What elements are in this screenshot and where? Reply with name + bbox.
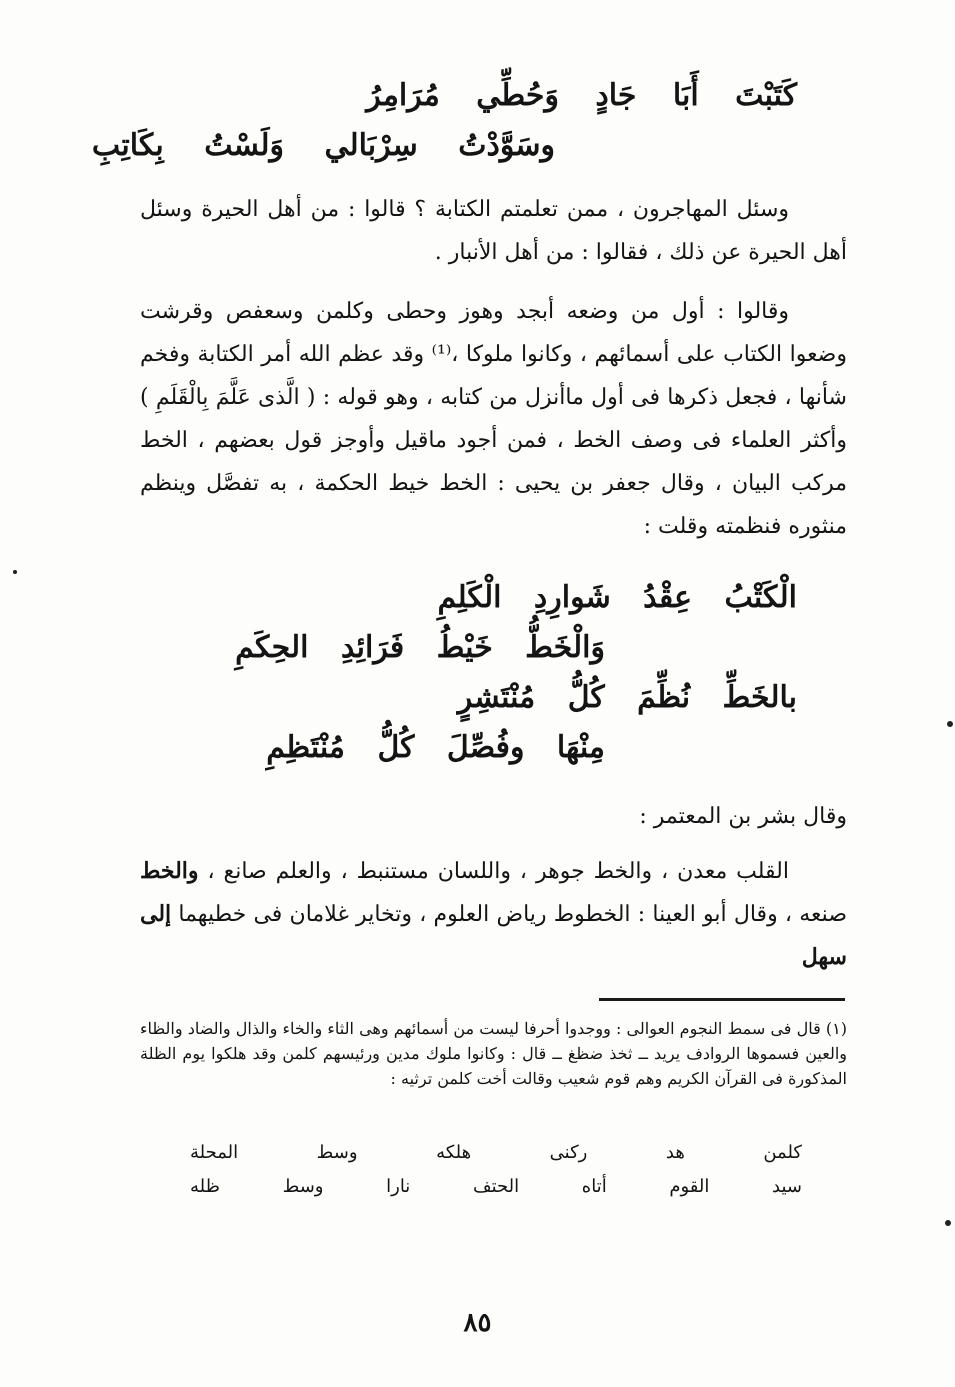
paragraph-4-text-b: صنعه ، وقال أبو العينا : الخطوط رياض العلوم ، وتخاير غلامان فى خطيهما xyxy=(171,902,847,927)
footnote-verse-word: القوم xyxy=(669,1176,710,1197)
page-number: ٨٥ xyxy=(463,1308,492,1338)
footnote-verse-line-2 xyxy=(190,1176,802,1197)
footnote-verse-word: الحتف xyxy=(472,1176,520,1197)
footnote-verse-word: هلكه xyxy=(436,1142,472,1163)
verse-line-2: وسَوَّدْتُ سِرْبَالي وَلَسْتُ بِكَاتِبِ xyxy=(91,128,555,163)
poem-line-2: وَالْخَطُّ خَيْطُ فَرَائِدِ الحِكَمِ xyxy=(235,630,605,665)
footnote-verse-word: وسط xyxy=(316,1142,358,1163)
paragraph-4-text-a: القلب معدن ، والخط جوهر ، واللسان مستنبط ، والعلم صانع ، xyxy=(198,859,789,884)
paragraph-2: وقالوا : أول من وضعه أبجد وهوز وحطى وكلمن وسعفص وقرشت وضعوا الكتاب على أسمائهم ، وكانوا ملوكا ،⁽¹⁾ وقد عظم الله أمر الكتابة وفخم شأنها ، فجعل ذكرها فى أول ماأنزل من كتابه ، وهو قوله : ( الَّذى عَلَّمَ بِالْقَلَمِ ) وأكثر العلماء فى وصف الخط ، فمن أجود ماقيل وأوجز قول بعضهم ، الخط مركب البيان ، وقال جعفر بن يحيى : الخط خيط الحكمة ، به تفصَّل وينظم منثوره فنظمته وقلت : xyxy=(140,299,847,539)
footnote-verse-word: هد xyxy=(665,1142,685,1163)
footnote-verse-word: ظله xyxy=(190,1176,220,1197)
paragraph-1: وسئل المهاجرون ، ممن تعلمتم الكتابة ؟ قالوا : من أهل الحيرة وسئل أهل الحيرة عن ذلك ، فقالوا : من أهل الأنبار . xyxy=(140,197,847,265)
footnote-divider xyxy=(599,998,845,1001)
verse-line-1: كَتَبْتَ أَبَا جَادٍ وَحُطِّي مُرَامِرُ xyxy=(366,78,797,113)
footnote-verse-word: أتاه xyxy=(581,1176,607,1197)
poem-line-4: مِنْهَا وفُصِّلَ كُلُّ مُنْتَظِمِ xyxy=(266,730,605,765)
footnote-verse-word: كلمن xyxy=(763,1142,802,1163)
footnote-verse-word: المحلة xyxy=(190,1142,239,1163)
scan-speck xyxy=(945,1220,951,1226)
scan-speck xyxy=(13,570,17,574)
footnote-verse-word: ركنى xyxy=(549,1142,588,1163)
footnote-verse-word: وسط xyxy=(282,1176,324,1197)
poem-line-1: الْكَتْبُ عِقْدُ شَوارِدِ الْكَلِمِ xyxy=(437,580,797,615)
paragraph-4 xyxy=(140,850,847,979)
paragraph-4-bold-b: إلى سهل xyxy=(140,901,847,970)
paragraph-3: وقال بشر بن المعتمر : xyxy=(639,804,847,829)
footnote: (١) قال فى سمط النجوم العوالى : ووجدوا أحرفا ليست من أسمائهم وهى الثاء والخاء والذال والضاد والظاء والعين فسموها الروادف يريد ــ ثخذ ضظغ ــ قال : وكانوا ملوك مدين ورئيسهم كلمن وقد هلكوا يوم الظلة المذكورة فى القرآن الكريم وهم قوم شعيب وقالت أخت كلمن ترثيه : xyxy=(140,1019,847,1088)
footnote-verse-word: نارا xyxy=(386,1176,411,1197)
footnote-verse-word: سيد xyxy=(772,1176,802,1197)
paragraph-4-bold-a: والخط xyxy=(140,858,199,884)
poem-line-3: بالخَطِّ نُظِّمَ كُلُّ مُنْتَشِرٍ xyxy=(457,680,797,715)
footnote-verse-line-1 xyxy=(190,1142,802,1163)
scan-speck xyxy=(947,721,953,727)
